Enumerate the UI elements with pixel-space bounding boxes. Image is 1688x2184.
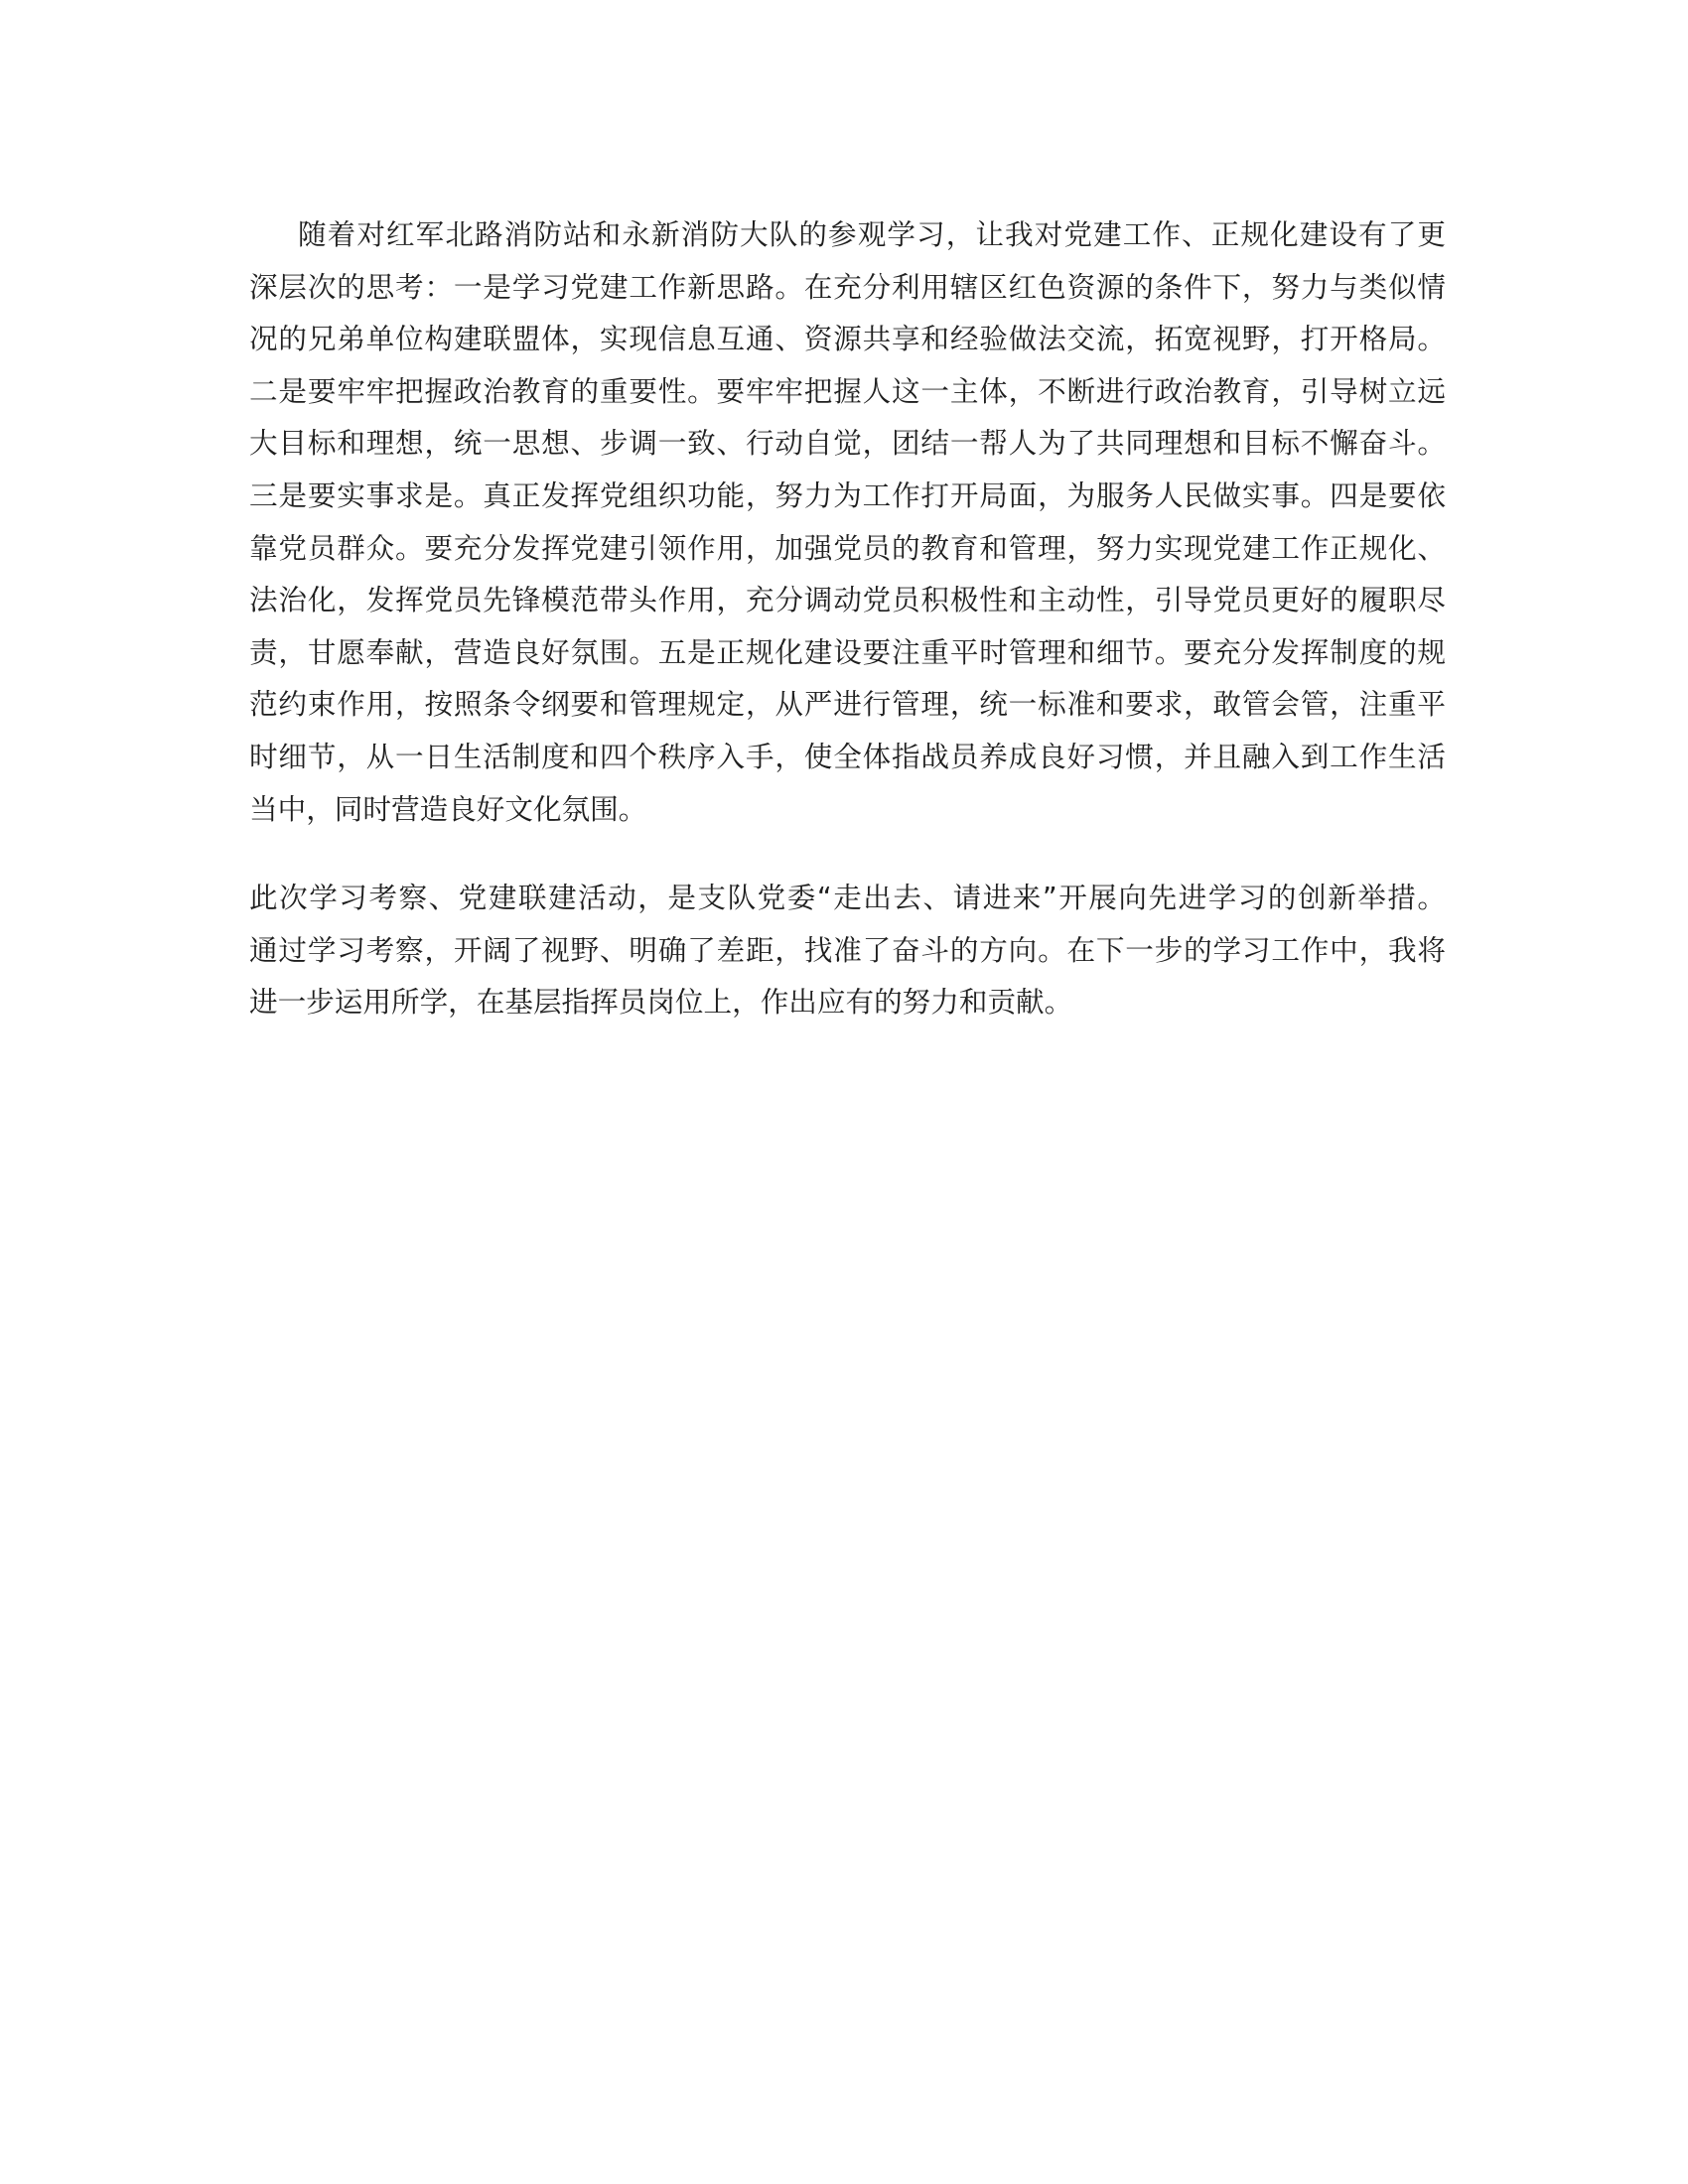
paragraph-line: 范约束作用，按照条令纲要和管理规定，从严进行管理，统一标准和要求，敢管会管，注重平 [249, 687, 1446, 722]
paragraph-line: 靠党员群众。要充分发挥党建引领作用，加强党员的教育和管理，努力实现党建工作正规化、 [249, 530, 1446, 565]
paragraph-line: 当中，同时营造良好文化氛围。 [249, 791, 647, 826]
paragraph-line: 时细节，从一日生活制度和四个秩序入手，使全体指战员养成良好习惯，并且融入到工作生活 [249, 739, 1446, 773]
paragraph-line: 二是要牢牢把握政治教育的重要性。要牢牢把握人这一主体，不断进行政治教育，引导树立远 [249, 373, 1446, 408]
paragraph-line: 责，甘愿奉献，营造良好氛围。五是正规化建设要注重平时管理和细节。要充分发挥制度的规 [249, 634, 1446, 669]
paragraph-line: 此次学习考察、党建联建活动，是支队党委“走出去、请进来”开展向先进学习的创新举措。 [249, 881, 1446, 915]
paragraph-1 [249, 208, 1446, 835]
paragraph-line: 三是要实事求是。真正发挥党组织功能，努力为工作打开局面，为服务人民做实事。四是要依 [249, 478, 1446, 512]
paragraph-2 [249, 872, 1446, 1028]
paragraph-line: 随着对红军北路消防站和永新消防大队的参观学习，让我对党建工作、正规化建设有了更 [298, 217, 1446, 251]
paragraph-line: 进一步运用所学，在基层指挥员岗位上，作出应有的努力和贡献。 [249, 985, 1073, 1020]
paragraph-line: 况的兄弟单位构建联盟体，实现信息互通、资源共享和经验做法交流，拓宽视野，打开格局。 [249, 322, 1446, 356]
paragraph-line: 大目标和理想，统一思想、步调一致、行动自觉，团结一帮人为了共同理想和目标不懈奋斗。 [249, 426, 1446, 461]
paragraph-line: 法治化，发挥党员先锋模范带头作用，充分调动党员积极性和主动性，引导党员更好的履职尽 [249, 583, 1446, 617]
paragraph-line: 深层次的思考：一是学习党建工作新思路。在充分利用辖区红色资源的条件下，努力与类似情 [249, 269, 1446, 304]
paragraph-line: 通过学习考察，开阔了视野、明确了差距，找准了奋斗的方向。在下一步的学习工作中，我将 [249, 932, 1446, 967]
document-body [249, 208, 1446, 1028]
